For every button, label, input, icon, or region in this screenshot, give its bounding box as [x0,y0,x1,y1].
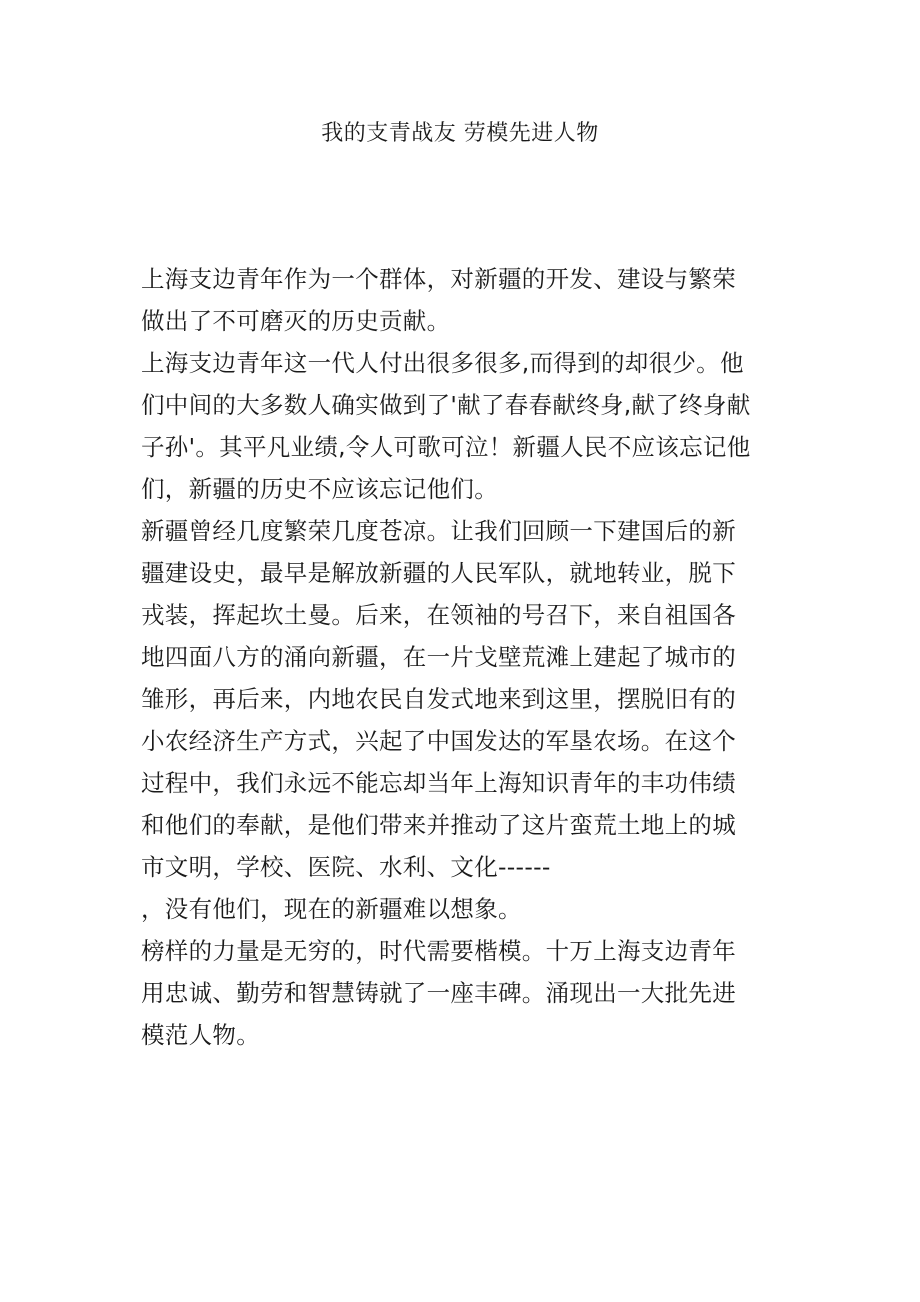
text-line: 上海支边青年这一代人付出很多很多,而得到的却很少。他 [141,349,744,377]
text-line: 们，新疆的历史不应该忘记他们。 [141,475,498,503]
text-line: 地四面八方的涌向新疆，在一片戈壁荒滩上建起了城市的 [141,643,736,671]
text-line: 市文明，学校、医院、水利、文化------ [141,853,551,881]
text-line: 小农经济生产方式，兴起了中国发达的军垦农场。在这个 [141,727,736,755]
text-line: 上海支边青年作为一个群体，对新疆的开发、建设与繁荣 [141,265,736,293]
text-line: ，没有他们，现在的新疆难以想象。 [141,895,522,923]
text-line: 们中间的大多数人确实做到了'献了春春献终身,献了终身献 [141,391,751,419]
page-title: 我的支青战友 劳模先进人物 [321,121,599,146]
text-line: 雏形，再后来，内地农民自发式地来到这里，摆脱旧有的 [141,685,736,713]
text-line: 用忠诚、勤劳和智慧铸就了一座丰碑。涌现出一大批先进 [141,979,736,1007]
text-line: 和他们的奉献，是他们带来并推动了这片蛮荒土地上的城 [141,811,736,839]
text-line: 戎装，挥起坎土曼。后来，在领袖的号召下，来自祖国各 [141,601,736,629]
text-line: 疆建设史，最早是解放新疆的人民军队，就地转业，脱下 [141,559,736,587]
text-line: 过程中，我们永远不能忘却当年上海知识青年的丰功伟绩 [141,769,736,797]
text-line: 榜样的力量是无穷的，时代需要楷模。十万上海支边青年 [141,937,736,965]
text-line: 模范人物。 [141,1021,260,1049]
body-text [141,258,781,1056]
text-line: 新疆曾经几度繁荣几度苍凉。让我们回顾一下建国后的新 [141,517,736,545]
text-line: 子孙'。其平凡业绩,令人可歌可泣！新疆人民不应该忘记他 [141,433,751,461]
text-line: 做出了不可磨灭的历史贡献。 [141,307,451,335]
